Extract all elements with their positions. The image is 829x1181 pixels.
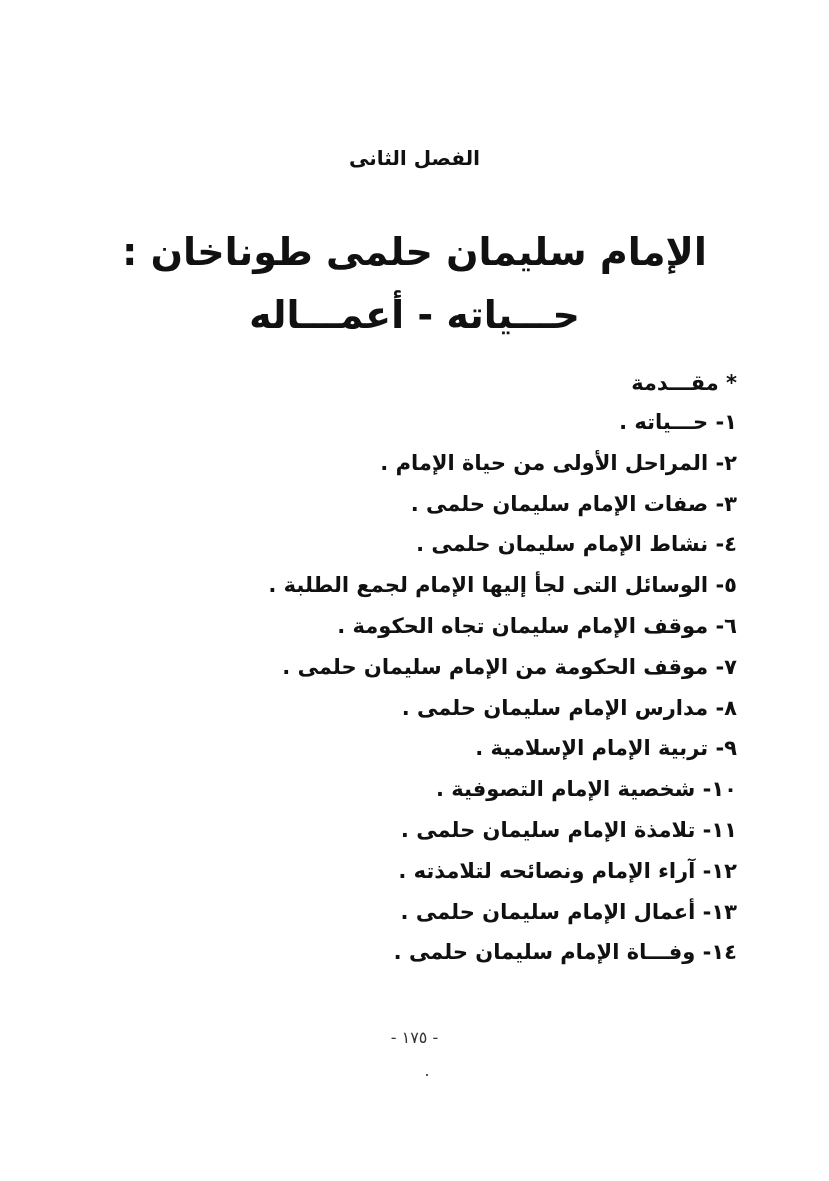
toc-item: ١١- تلامذة الإمام سليمان حلمى . <box>400 817 737 842</box>
toc-item: ٧- موقف الحكومة من الإمام سليمان حلمى . <box>282 654 737 679</box>
toc-item: ٤- نشاط الإمام سليمان حلمى . <box>416 532 737 557</box>
toc-item: ١٠- شخصية الإمام التصوفية . <box>435 777 737 802</box>
toc-heading: * مقـــدمة <box>631 371 737 395</box>
toc-item: ١٣- أعمال الإمام سليمان حلمى . <box>400 899 737 924</box>
toc-item: ٦- موقف الإمام سليمان تجاه الحكومة . <box>337 613 737 638</box>
toc-item: ١- حـــياته . <box>619 410 737 434</box>
table-of-contents <box>137 364 737 973</box>
toc-item: ٨- مدارس الإمام سليمان حلمى . <box>401 695 737 720</box>
toc-item: ٥- الوسائل التى لجأ إليها الإمام لجمع الطلبة . <box>268 573 737 598</box>
toc-item: ٣- صفات الإمام سليمان حلمى . <box>410 491 737 516</box>
chapter-title-line-2: حـــياته - أعمـــاله <box>249 293 580 337</box>
page-number: - ١٧٥ - <box>390 1028 439 1047</box>
chapter-label: الفصل الثانى <box>348 146 481 170</box>
toc-item: ٩- تربية الإمام الإسلامية . <box>475 736 737 761</box>
toc-item: ١٢- آراء الإمام ونصائحه لتلامذته . <box>398 858 737 883</box>
toc-item: ٢- المراحل الأولى من حياة الإمام . <box>380 450 737 475</box>
scan-speck <box>426 1074 428 1076</box>
toc-item: ١٤- وفـــاة الإمام سليمان حلمى . <box>393 940 737 965</box>
chapter-title-line-1: الإمام سليمان حلمى طوناخان : <box>122 230 707 274</box>
